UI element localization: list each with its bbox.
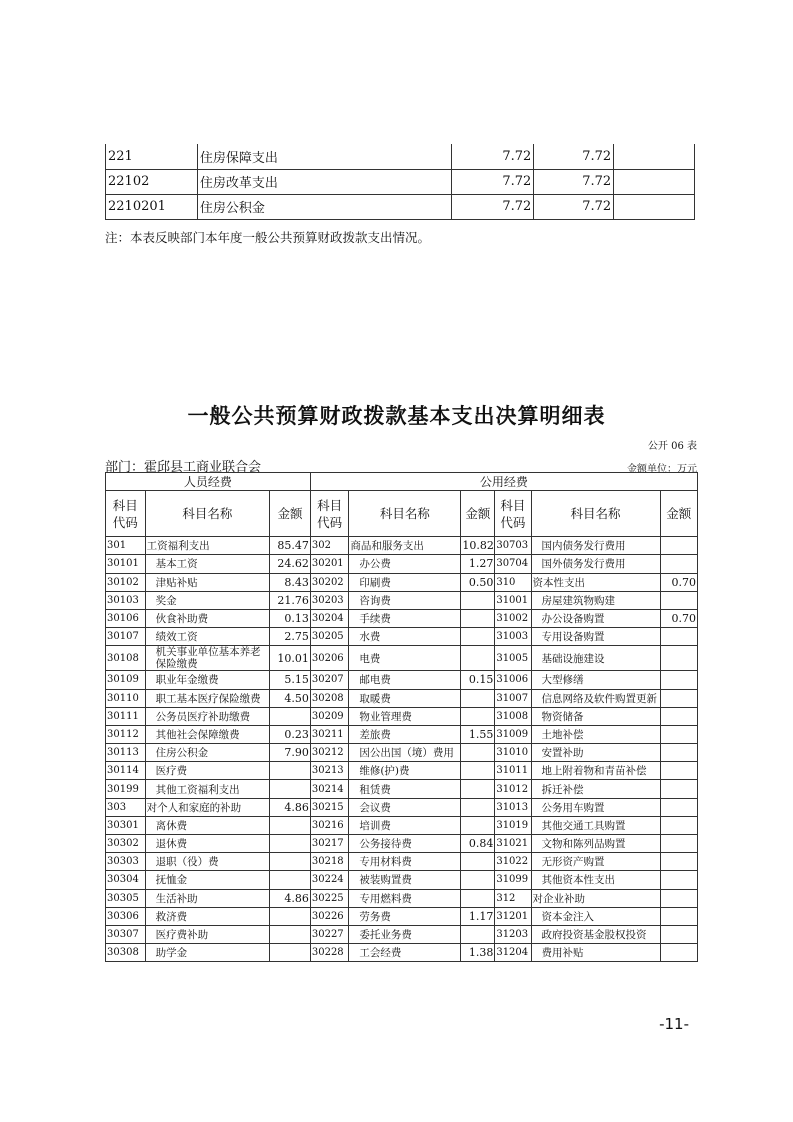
code-cell: 312 (495, 889, 531, 907)
table-row (106, 555, 698, 573)
code-cell: 30110 (106, 689, 146, 707)
code-cell: 30109 (106, 671, 146, 689)
name-cell: 办公费 (349, 555, 461, 573)
code-cell: 31005 (495, 646, 531, 671)
name-cell: 住房改革支出 (197, 169, 452, 194)
name-cell: 委托业务费 (349, 925, 461, 943)
amount-cell (660, 689, 697, 707)
name-cell: 公务员医疗补助缴费 (145, 707, 270, 725)
page-title: 一般公共预算财政拨款基本支出决算明细表 (187, 404, 606, 428)
amount-cell (461, 925, 495, 943)
name-cell: 物资储备 (531, 707, 660, 725)
table-row (106, 707, 698, 725)
code-cell: 30101 (106, 555, 146, 573)
code-cell: 30111 (106, 707, 146, 725)
code-cell: 30114 (106, 762, 146, 780)
code-cell: 30113 (106, 744, 146, 762)
code-cell: 302 (310, 537, 348, 555)
name-cell: 国内债务发行费用 (531, 537, 660, 555)
code-cell: 30206 (310, 646, 348, 671)
amount-cell (461, 798, 495, 816)
amount-cell (270, 925, 311, 943)
amount-unit-label: 金额单位：万元 (627, 464, 697, 475)
expenditure-detail-table (105, 472, 698, 962)
amount-cell (461, 609, 495, 627)
code-cell: 30207 (310, 671, 348, 689)
amount-cell (461, 689, 495, 707)
code-cell: 31006 (495, 671, 531, 689)
amount-cell: 21.76 (270, 591, 311, 609)
name-cell: 信息网络及软件购置更新 (531, 689, 660, 707)
name-cell: 维修(护)费 (349, 762, 461, 780)
code-cell: 301 (106, 537, 146, 555)
amount-cell: 2.75 (270, 628, 311, 646)
amount-cell (660, 798, 697, 816)
amount-cell (660, 889, 697, 907)
amount-cell: 10.01 (270, 646, 311, 671)
code-cell: 30224 (310, 871, 348, 889)
name-cell: 伙食补助费 (145, 609, 270, 627)
amount-cell: 0.13 (270, 609, 311, 627)
col-header-name: 科目名称 (145, 491, 270, 537)
code-cell: 30106 (106, 609, 146, 627)
amount-cell (660, 591, 697, 609)
amount-cell: 7.72 (452, 194, 534, 219)
code-cell: 303 (106, 798, 146, 816)
code-cell: 30217 (310, 835, 348, 853)
code-cell: 30214 (310, 780, 348, 798)
code-cell: 30215 (310, 798, 348, 816)
amount-cell (270, 816, 311, 834)
table-row (106, 744, 698, 762)
name-cell: 公务接待费 (349, 835, 461, 853)
name-cell: 大型修缮 (531, 671, 660, 689)
name-cell: 手续费 (349, 609, 461, 627)
code-cell: 30703 (495, 537, 531, 555)
name-cell: 因公出国（境）费用 (349, 744, 461, 762)
name-cell: 退职（役）费 (145, 853, 270, 871)
amount-cell (461, 646, 495, 671)
name-cell: 被装购置费 (349, 871, 461, 889)
amount-cell (270, 707, 311, 725)
amount-cell (614, 144, 695, 169)
code-cell: 30112 (106, 725, 146, 743)
name-cell: 物业管理费 (349, 707, 461, 725)
table-row (106, 925, 698, 943)
table-row (106, 780, 698, 798)
name-cell: 公务用车购置 (531, 798, 660, 816)
page-number: -11- (659, 1015, 689, 1033)
code-cell: 30216 (310, 816, 348, 834)
table-row (106, 725, 698, 743)
code-cell: 31013 (495, 798, 531, 816)
amount-cell (660, 780, 697, 798)
name-cell: 职业年金缴费 (145, 671, 270, 689)
col-header-code: 科目代码 (106, 491, 146, 537)
name-cell: 救济费 (145, 907, 270, 925)
code-cell: 30209 (310, 707, 348, 725)
code-cell: 30306 (106, 907, 146, 925)
name-cell: 专用燃料费 (349, 889, 461, 907)
amount-cell: 1.55 (461, 725, 495, 743)
name-cell: 工资福利支出 (145, 537, 270, 555)
table-row (106, 194, 695, 219)
name-cell: 国外债务发行费用 (531, 555, 660, 573)
amount-cell (660, 537, 697, 555)
code-cell: 31022 (495, 853, 531, 871)
code-cell: 31201 (495, 907, 531, 925)
amount-cell: 1.27 (461, 555, 495, 573)
code-cell: 30199 (106, 780, 146, 798)
code-cell: 31003 (495, 628, 531, 646)
name-cell: 安置补助 (531, 744, 660, 762)
code-cell: 30205 (310, 628, 348, 646)
amount-cell (461, 780, 495, 798)
name-cell: 办公设备购置 (531, 609, 660, 627)
amount-cell (660, 944, 697, 962)
table-row (106, 573, 698, 591)
amount-cell (270, 762, 311, 780)
table-row (106, 609, 698, 627)
code-cell: 31012 (495, 780, 531, 798)
code-cell: 30108 (106, 646, 146, 671)
amount-cell (660, 907, 697, 925)
name-cell: 医疗费 (145, 762, 270, 780)
code-cell: 31002 (495, 609, 531, 627)
name-cell: 住房公积金 (145, 744, 270, 762)
name-cell: 对企业补助 (531, 889, 660, 907)
name-cell: 地上附着物和青苗补偿 (531, 762, 660, 780)
code-cell: 31001 (495, 591, 531, 609)
code-cell: 30302 (106, 835, 146, 853)
code-cell: 30202 (310, 573, 348, 591)
table-row (106, 907, 698, 925)
amount-cell (270, 944, 311, 962)
code-cell: 2210201 (106, 194, 198, 219)
amount-cell (614, 194, 695, 219)
name-cell: 对个人和家庭的补助 (145, 798, 270, 816)
name-cell: 房屋建筑物购建 (531, 591, 660, 609)
amount-cell: 4.86 (270, 889, 311, 907)
amount-cell (660, 707, 697, 725)
code-cell: 31021 (495, 835, 531, 853)
table-row (106, 591, 698, 609)
name-cell: 水费 (349, 628, 461, 646)
name-cell: 培训费 (349, 816, 461, 834)
name-cell: 费用补贴 (531, 944, 660, 962)
name-cell: 机关事业单位基本养老保险缴费 (145, 646, 270, 671)
code-cell: 30308 (106, 944, 146, 962)
amount-cell (461, 816, 495, 834)
name-cell: 抚恤金 (145, 871, 270, 889)
amount-cell (461, 744, 495, 762)
code-cell: 30103 (106, 591, 146, 609)
name-cell: 专用设备购置 (531, 628, 660, 646)
amount-cell (660, 744, 697, 762)
code-cell: 31010 (495, 744, 531, 762)
name-cell: 咨询费 (349, 591, 461, 609)
amount-cell (614, 169, 695, 194)
code-cell: 31008 (495, 707, 531, 725)
name-cell: 其他交通工具购置 (531, 816, 660, 834)
name-cell: 基础设施建设 (531, 646, 660, 671)
name-cell: 政府投资基金股权投资 (531, 925, 660, 943)
code-cell: 30204 (310, 609, 348, 627)
name-cell: 电费 (349, 646, 461, 671)
name-cell: 拆迁补偿 (531, 780, 660, 798)
amount-cell: 1.17 (461, 907, 495, 925)
code-cell: 30201 (310, 555, 348, 573)
name-cell: 取暖费 (349, 689, 461, 707)
amount-cell (660, 816, 697, 834)
code-cell: 30203 (310, 591, 348, 609)
group-header-personnel: 人员经费 (106, 473, 311, 491)
amount-cell (660, 646, 697, 671)
name-cell: 无形资产购置 (531, 853, 660, 871)
amount-cell (270, 871, 311, 889)
code-cell: 30307 (106, 925, 146, 943)
amount-cell (660, 762, 697, 780)
table-row (106, 628, 698, 646)
amount-cell: 7.90 (270, 744, 311, 762)
table-row (106, 671, 698, 689)
table-row (106, 537, 698, 555)
code-cell: 30227 (310, 925, 348, 943)
name-cell: 医疗费补助 (145, 925, 270, 943)
amount-cell (270, 780, 311, 798)
name-cell: 津贴补贴 (145, 573, 270, 591)
name-cell: 资本金注入 (531, 907, 660, 925)
name-cell: 职工基本医疗保险缴费 (145, 689, 270, 707)
col-header-name: 科目名称 (349, 491, 461, 537)
code-cell: 30228 (310, 944, 348, 962)
amount-cell: 24.62 (270, 555, 311, 573)
name-cell: 工会经费 (349, 944, 461, 962)
name-cell: 土地补偿 (531, 725, 660, 743)
code-cell: 31011 (495, 762, 531, 780)
name-cell: 奖金 (145, 591, 270, 609)
table-row (106, 144, 695, 169)
amount-cell (660, 925, 697, 943)
name-cell: 劳务费 (349, 907, 461, 925)
code-cell: 30212 (310, 744, 348, 762)
name-cell: 助学金 (145, 944, 270, 962)
code-cell: 30208 (310, 689, 348, 707)
amount-cell: 0.23 (270, 725, 311, 743)
code-cell: 30211 (310, 725, 348, 743)
code-cell: 31203 (495, 925, 531, 943)
amount-cell: 1.38 (461, 944, 495, 962)
table-row (106, 853, 698, 871)
amount-cell (461, 889, 495, 907)
name-cell: 文物和陈列品购置 (531, 835, 660, 853)
name-cell: 其他工资福利支出 (145, 780, 270, 798)
amount-cell (660, 871, 697, 889)
name-cell: 差旅费 (349, 725, 461, 743)
name-cell: 住房公积金 (197, 194, 452, 219)
col-header-name: 科目名称 (531, 491, 660, 537)
name-cell: 绩效工资 (145, 628, 270, 646)
code-cell: 310 (495, 573, 531, 591)
table-row (106, 689, 698, 707)
table-row (106, 816, 698, 834)
code-cell: 30213 (310, 762, 348, 780)
name-cell: 退休费 (145, 835, 270, 853)
amount-cell (461, 707, 495, 725)
table-row (106, 798, 698, 816)
amount-cell: 0.84 (461, 835, 495, 853)
code-cell: 31099 (495, 871, 531, 889)
col-header-code: 科目代码 (495, 491, 531, 537)
amount-cell (461, 853, 495, 871)
amount-cell (270, 907, 311, 925)
name-cell: 离休费 (145, 816, 270, 834)
name-cell: 住房保障支出 (197, 144, 452, 169)
table-row (106, 871, 698, 889)
amount-cell (660, 628, 697, 646)
amount-cell: 7.72 (452, 144, 534, 169)
amount-cell: 10.82 (461, 537, 495, 555)
code-cell: 30704 (495, 555, 531, 573)
amount-cell (461, 591, 495, 609)
amount-cell: 8.43 (270, 573, 311, 591)
code-cell: 221 (106, 144, 198, 169)
code-cell: 30102 (106, 573, 146, 591)
name-cell: 资本性支出 (531, 573, 660, 591)
code-cell: 31009 (495, 725, 531, 743)
name-cell: 生活补助 (145, 889, 270, 907)
name-cell: 商品和服务支出 (349, 537, 461, 555)
amount-cell: 5.15 (270, 671, 311, 689)
code-cell: 30305 (106, 889, 146, 907)
table-row (106, 762, 698, 780)
code-cell: 30226 (310, 907, 348, 925)
code-cell: 31204 (495, 944, 531, 962)
code-cell: 30304 (106, 871, 146, 889)
col-header-code: 科目代码 (310, 491, 348, 537)
amount-cell: 7.72 (452, 169, 534, 194)
code-cell: 30107 (106, 628, 146, 646)
amount-cell (461, 762, 495, 780)
name-cell: 其他社会保障缴费 (145, 725, 270, 743)
amount-cell: 0.70 (660, 609, 697, 627)
code-cell: 30301 (106, 816, 146, 834)
amount-cell: 0.50 (461, 573, 495, 591)
amount-cell (660, 835, 697, 853)
amount-cell: 0.15 (461, 671, 495, 689)
name-cell: 专用材料费 (349, 853, 461, 871)
col-header-amount: 金额 (660, 491, 697, 537)
name-cell: 其他资本性支出 (531, 871, 660, 889)
name-cell: 印刷费 (349, 573, 461, 591)
name-cell: 邮电费 (349, 671, 461, 689)
table-row (106, 889, 698, 907)
code-cell: 31007 (495, 689, 531, 707)
amount-cell: 4.50 (270, 689, 311, 707)
department-label: 部门：霍邱县工商业联合会 (105, 460, 262, 475)
amount-cell (660, 725, 697, 743)
amount-cell: 85.47 (270, 537, 311, 555)
code-cell: 30218 (310, 853, 348, 871)
code-cell: 30303 (106, 853, 146, 871)
amount-cell (660, 671, 697, 689)
group-header-public: 公用经费 (310, 473, 697, 491)
amount-cell: 4.86 (270, 798, 311, 816)
amount-cell: 7.72 (534, 194, 614, 219)
col-header-amount: 金额 (461, 491, 495, 537)
table-row (106, 169, 695, 194)
amount-cell: 7.72 (534, 169, 614, 194)
amount-cell (660, 853, 697, 871)
name-cell: 基本工资 (145, 555, 270, 573)
name-cell: 会议费 (349, 798, 461, 816)
code-cell: 30225 (310, 889, 348, 907)
amount-cell (270, 853, 311, 871)
name-cell: 租赁费 (349, 780, 461, 798)
col-header-amount: 金额 (270, 491, 311, 537)
amount-cell (461, 871, 495, 889)
table-row (106, 646, 698, 671)
amount-cell: 7.72 (534, 144, 614, 169)
amount-cell (660, 555, 697, 573)
form-number: 公开 06 表 (647, 441, 697, 452)
table-note: 注：本表反映部门本年度一般公共预算财政拨款支出情况。 (105, 230, 431, 245)
amount-cell (270, 835, 311, 853)
table-row (106, 944, 698, 962)
code-cell: 31019 (495, 816, 531, 834)
table-row (106, 835, 698, 853)
amount-cell (461, 628, 495, 646)
amount-cell: 0.70 (660, 573, 697, 591)
top-table (105, 144, 695, 220)
code-cell: 22102 (106, 169, 198, 194)
